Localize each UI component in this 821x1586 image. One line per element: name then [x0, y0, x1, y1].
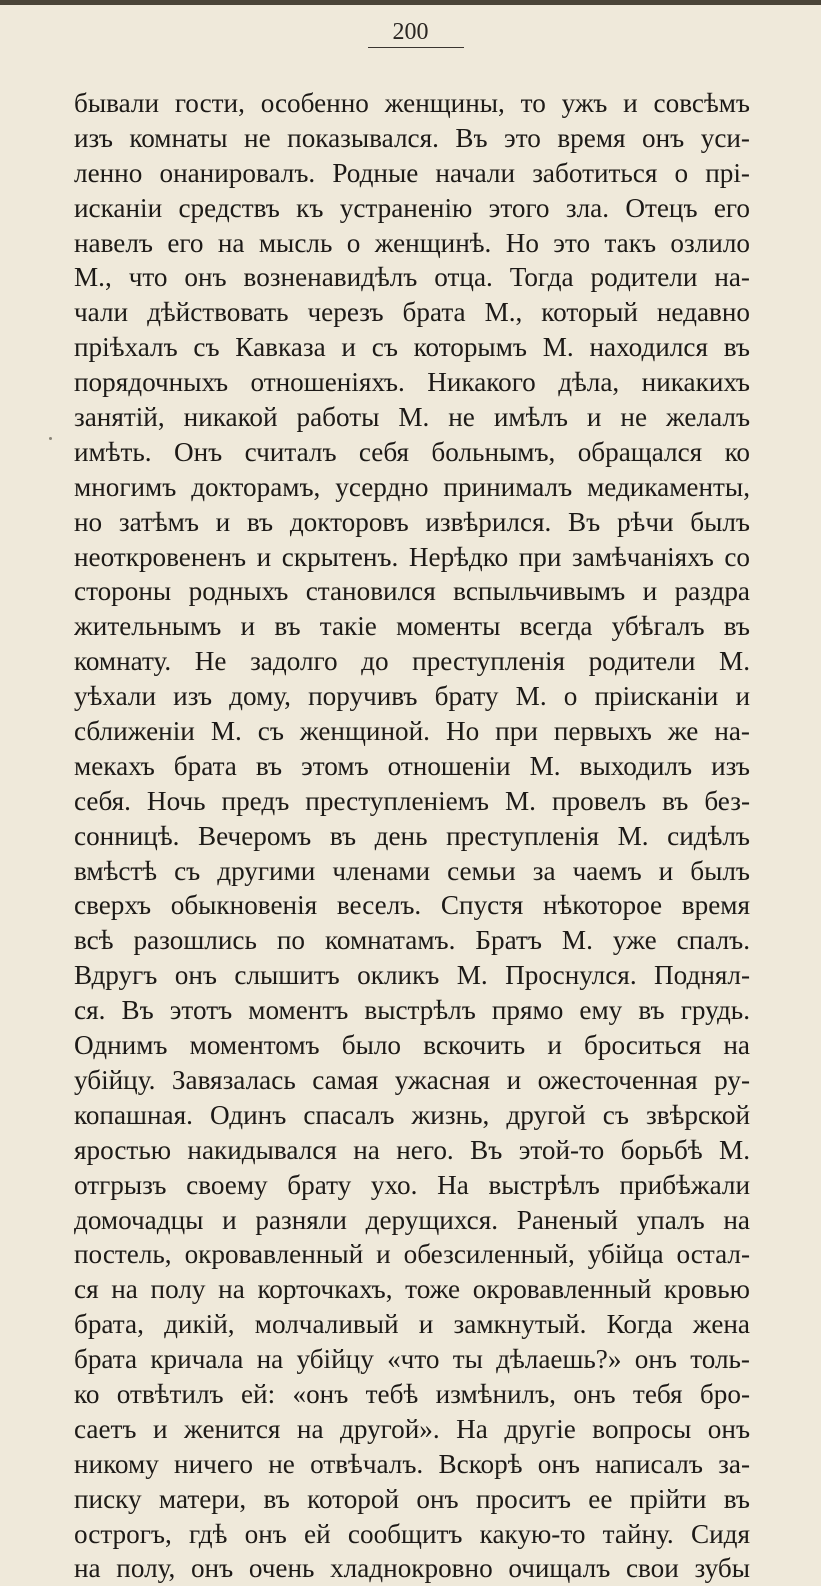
- text-line: исканіи средствъ къ устраненію этого зла. Отецъ его: [74, 192, 750, 223]
- page-number: 200: [392, 19, 429, 45]
- text-line: сверхъ обыкновенія веселъ. Спустя нѣкоторое время: [74, 890, 750, 921]
- text-line: острогъ, гдѣ онъ ей сообщитъ какую-то тайну. Сидя: [74, 1518, 750, 1549]
- text-line: вмѣстѣ съ другими членами семьи за чаемъ и былъ: [74, 855, 750, 886]
- text-line: чали дѣйствовать черезъ брата М., который недавно: [74, 297, 750, 328]
- text-line: неоткровененъ и скрытенъ. Нерѣдко при замѣчаніяхъ со: [74, 541, 750, 572]
- text-line: ко отвѣтилъ ей: «онъ тебѣ измѣнилъ, онъ тебя бро-: [74, 1378, 750, 1409]
- text-line: всѣ разошлись по комнатамъ. Братъ М. уже спалъ.: [74, 925, 750, 956]
- text-line: сонницѣ. Вечеромъ въ день преступленія М. сидѣлъ: [74, 820, 750, 851]
- body-text: [74, 86, 750, 1586]
- text-line: пріѣхалъ съ Кавказа и съ которымъ М. находился въ: [74, 332, 750, 363]
- text-line: брата, дикій, молчаливый и замкнутый. Когда жена: [74, 1309, 750, 1340]
- text-line: занятій, никакой работы М. не имѣлъ и не желалъ: [74, 402, 750, 433]
- page-top-edge: [0, 0, 821, 5]
- text-line: Вдругъ онъ слышитъ окликъ М. Проснулся. Поднял-: [74, 960, 750, 991]
- text-line: М., что онъ возненавидѣлъ отца. Тогда родители на-: [74, 262, 750, 293]
- text-line: комнату. Не задолго до преступленія родители М.: [74, 646, 750, 677]
- text-line: жительнымъ и въ такіе моменты всегда убѣгалъ въ: [74, 611, 750, 642]
- text-line: многимъ докторамъ, усердно принималъ медикаменты,: [74, 471, 750, 502]
- text-line: изъ комнаты не показывался. Въ это время онъ уси-: [74, 122, 750, 153]
- text-line: бывали гости, особенно женщины, то ужъ и совсѣмъ: [74, 88, 750, 118]
- text-line: брата кричала на убійцу «что ты дѣлаешь?» онъ толь-: [74, 1344, 750, 1375]
- margin-speck: [49, 437, 52, 440]
- page-number-rule: [368, 47, 464, 48]
- text-line: саетъ и женится на другой». На другіе вопросы онъ: [74, 1413, 750, 1444]
- text-line: отгрызъ своему брату ухо. На выстрѣлъ прибѣжали: [74, 1169, 750, 1200]
- text-line: имѣть. Онъ считалъ себя больнымъ, обращался ко: [74, 436, 750, 467]
- text-line: порядочныхъ отношеніяхъ. Никакого дѣла, никакихъ: [74, 367, 750, 398]
- text-line: сближеніи М. съ женщиной. Но при первыхъ же на-: [74, 716, 750, 747]
- text-line: яростью накидывался на него. Въ этой-то борьбѣ М.: [74, 1134, 750, 1165]
- text-line: писку матери, въ которой онъ проситъ ее прійти въ: [74, 1483, 750, 1514]
- text-line: стороны родныхъ становился вспыльчивымъ и раздра: [74, 576, 750, 607]
- text-line: убійцу. Завязалась самая ужасная и ожесточенная ру-: [74, 1064, 750, 1095]
- text-line: на полу, онъ очень хладнокровно очищалъ свои зубы: [74, 1553, 750, 1584]
- text-line: Однимъ моментомъ было вскочить и броситься на: [74, 1030, 750, 1061]
- text-line: постель, окровавленный и обезсиленный, убійца остал-: [74, 1239, 750, 1270]
- text-line: ся на полу на корточкахъ, тоже окровавленный кровью: [74, 1274, 750, 1305]
- text-line: домочадцы и разняли дерущихся. Раненый упалъ на: [74, 1204, 750, 1235]
- text-line: копашная. Одинъ спасалъ жизнь, другой съ звѣрской: [74, 1099, 750, 1130]
- text-line: себя. Ночь предъ преступленіемъ М. провелъ въ без-: [74, 785, 750, 816]
- text-line: навелъ его на мысль о женщинѣ. Но это такъ озлило: [74, 227, 750, 258]
- text-line: мекахъ брата въ этомъ отношеніи М. выходилъ изъ: [74, 750, 750, 781]
- text-line: уѣхали изъ дому, поручивъ брату М. о пріисканіи и: [74, 681, 750, 712]
- text-line: ся. Въ этотъ моментъ выстрѣлъ прямо ему въ грудь.: [74, 995, 750, 1026]
- text-line: никому ничего не отвѣчалъ. Вскорѣ онъ написалъ за-: [74, 1448, 750, 1479]
- text-line: но затѣмъ и въ докторовъ извѣрился. Въ рѣчи былъ: [74, 506, 750, 537]
- text-line: ленно онанировалъ. Родные начали заботиться о прі-: [74, 157, 750, 188]
